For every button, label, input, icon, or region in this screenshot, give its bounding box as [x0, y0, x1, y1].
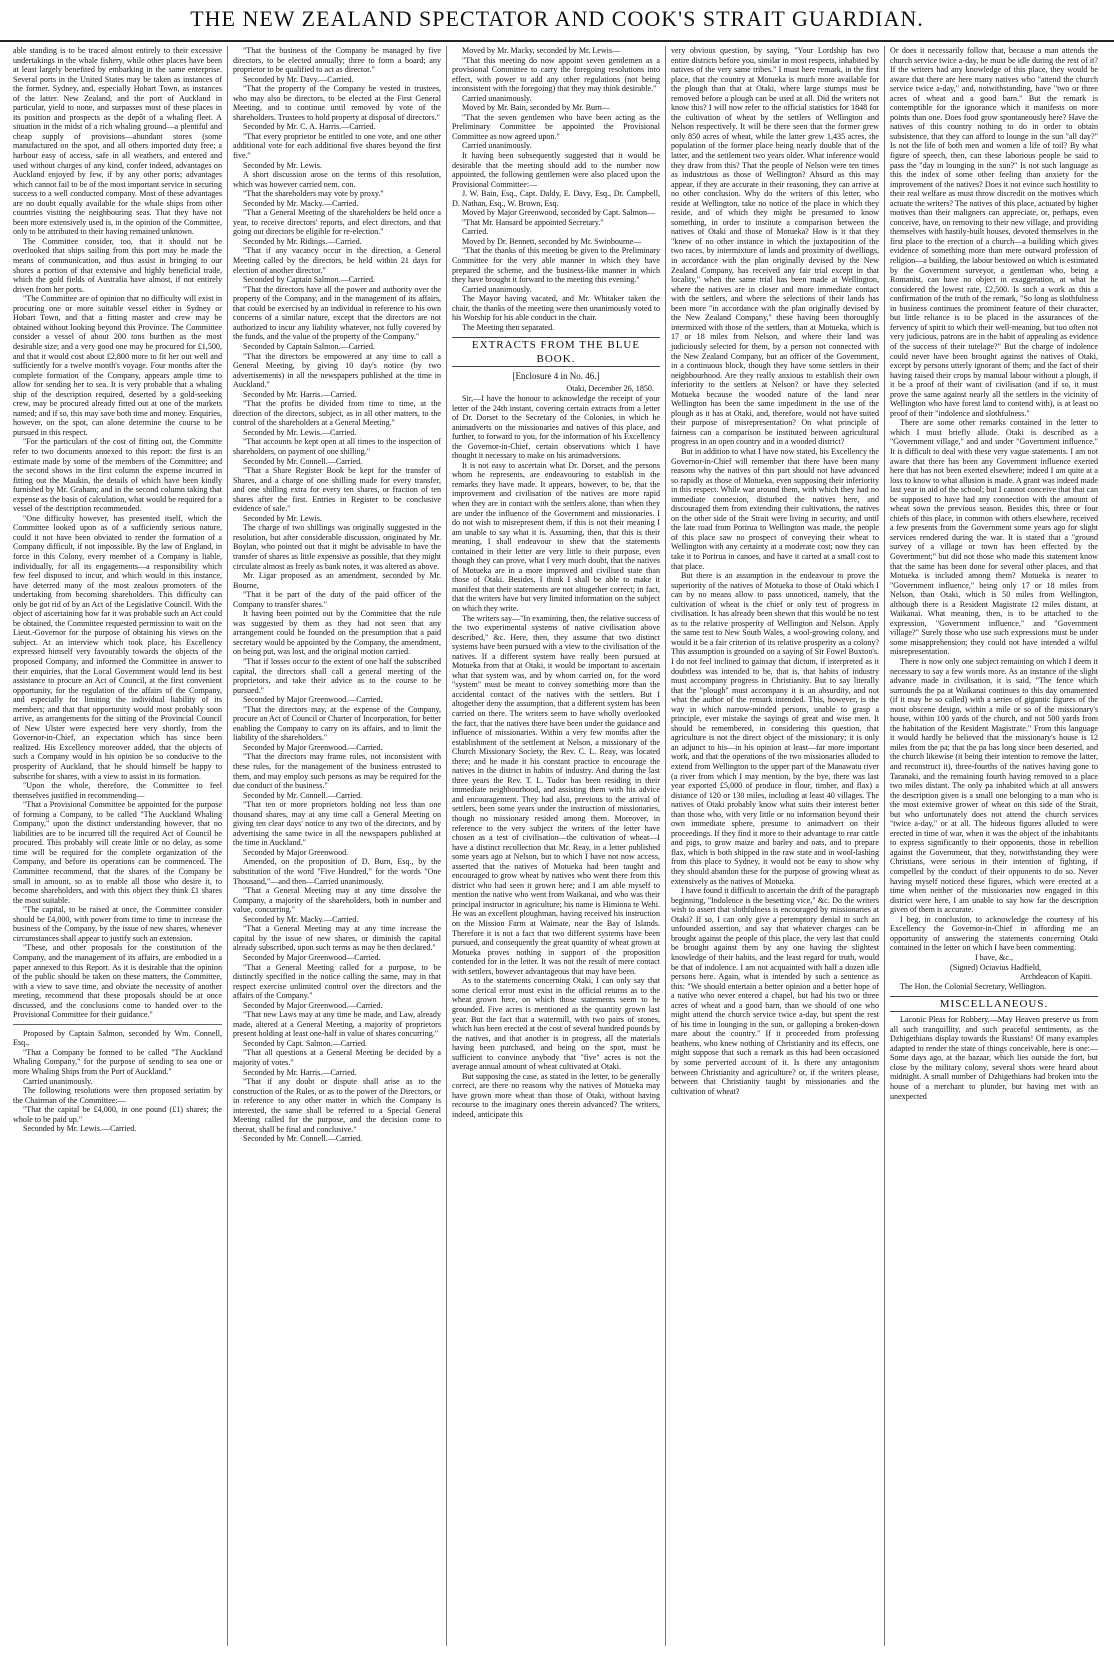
paragraph: "That the shareholders may vote by proxy."	[243, 189, 384, 199]
paragraph: But in addition to what I have now stated, his Excellency the Governor-in-Chief will remember that there have been many reasons why the natives of this part should not have advanced so rapidly as those of Motueka, even supposing their inferiority in this respect. While war around them, with which they had no immediate connexion, disturbed the natives here, and discouraged them from extending their cultivations, the natives on the other side of the Strait were living in security, and until the late road from Porirua to Wellington was made, the people of this place saw no prospect of conveying their wheat to Wellington with any certainty at a moderate cost; now they can take it to Porirua in canoes, and have it carted at a small cost to that place.	[671, 446, 879, 571]
paragraph: Seconded by Mr. Lewis.	[243, 513, 322, 523]
column-3	[446, 46, 665, 1646]
columns	[8, 46, 1106, 1646]
paragraph: The writers say—"In examining, then, the relative success of the two experimental systems of native civilisation above described," &c. Here, then, they assume that two distinct systems have been pursued with a view to the civilisation of the natives. If a different system have really been pursued at Motueka from that at Otaki, it would be important to ascertain what that system was, and by whom carried on, for the word "system" must be meant to convey something more than the accidental contact of the natives with the settlers. But I altogether deny the assumption, that a different system has been carried on there. The writers seem to have wholly overlooked the fact, that the natives there have been under the guidance and influence of missionaries. Within a very few months after the establishment of the settlement at Nelson, a missionary of the Church Missionary Society, the Rev. C. L. Reay, was located there; and he made it his constant practice to encourage the natives in the district in habits of industry. And during the last three years the Rev. T. L. Tudor has been residing in their immediate neighbourhood, and assisting them with his advice and encouragement. They had also, previous to the arrival of settlers, been some years under the instruction of missionaries, though no missionary resided among them. Moreover, in reference to the very subject the writers of the letter have chosen as a test of civilisation—the cultivation of wheat—I have a distinct recollection that Mr. Reay, in a letter published some years ago at Nelson, but to which I have not now access, asserted that the natives of Motueka had been taught and encouraged to grow wheat by natives who went there from this district who had seen it grown here; and I am able myself to mention the native who went from Waikanai, and who was their principal instructor in agriculture; his name is Himiona te Wehi. He was an excellent ploughman, having received his instruction on the Mission Farm at Waimate, near the Bay of Islands. Therefore it is not a fact that two different systems have been pursued, and consequently the great quantity of wheat grown at Motueka proves nothing in support of the proposition contended for in the letter. It was not the result of mere contact with settlers, however advantageous that may have been.	[452, 613, 660, 976]
paragraph: Mr. Ligar proposed as an amendment, seconded by Mr. Bourne,	[233, 571, 441, 590]
paragraph: Seconded by Mr. Lewis.—Carried.	[23, 1124, 137, 1134]
paragraph: "That the directors have all the power and authority over the property of the Company, and in the management of its affairs, that could be exercised by an individual in reference to his own concerns of a similar nature, except that the directors are not authorized to incur any liability whatever, not fully covered by the funds, and the value of the property of the Company."	[233, 284, 441, 342]
paragraph: "That a General Meeting may at any time increase the capital by the issue of new shares, or diminish the capital already subscribed, upon such terms as may be then declared."	[233, 924, 441, 953]
paragraph: "The Committee are of opinion that no difficulty will exist in procuring one or more suitable vessel either in Sydney or Hobart Town, and that a fitting master and crew may be obtained without looking beyond this Province. The Committee consider a vessel of about 200 tons burthen as the most desirable size; and a very good one may be procured for £1,500, and that it would cost about £2,800 more to fit her out well and sufficiently for a twelve month's voyage. Four months after the complete formation of the Company, appears ample time to allow for sending her to sea. It is very probable that a whaling ship of the description required, deserted by a gold-seeking crew, may be procured already fitted out at one of the markets named; and if so, this may save both time and money. Enquiries, however, on the spot, can alone determine the course to be pursued in this respect.	[13, 294, 222, 437]
paragraph: Seconded by Mr. Lewis.	[243, 160, 322, 170]
column-5	[884, 46, 1103, 1646]
paragraph: Amended, on the proposition of D. Burn, Esq., by the substitution of the word "Five Hundred," for the words "One Thousand,"—and then—Carried unanimously.	[233, 857, 441, 886]
paragraph: "That the seven gentlemen who have been acting as the Preliminary Committee be appointed the Provisional Committee as now agreed upon."	[452, 112, 660, 141]
paragraph: "That the property of the Company be vested in trustees, who may also be directors, to be elected at the First General Meeting, and to continue until removed by vote of the shareholders. Trustees to hold property at disposal of directors."	[233, 84, 441, 122]
section-heading: MISCELLANEOUS.	[890, 996, 1098, 1012]
paragraph: "That the profits be divided from time to time, at the direction of the directors, subject, as in all other matters, to the control of the shareholders at a General Meeting."	[233, 399, 441, 428]
paragraph: Or does it necessarily follow that, because a man attends the church service twice a-day, he must be idle during the rest of it? If the writers had any knowledge of this place, they would be aware that there are here many natives who "attend the church service twice a-day," and, notwithstanding, have "two or three acres of wheat and a good barn." But the remark is contemptible for the ignorance which it manifests on more points than one. Does food grow spontaneously here? Have the natives of this country nothing to do in order to obtain subsistence, that they can afford to lounge in the sun "all day?" Is not the life of both men and women a life of toil? By what figure of speech, then, can these laborious people be said to pass the "day in lounging in the sun?" Is not such language as this the index of some other feeling than anxiety for the improvement of the natives? Does it not evince such hostility to their real welfare as must throw discredit on the motives which actuate the writers? The natives of this place, actuated by higher motives than their maligners can appreciate, or, perhaps, even conceive, have, on removing to their new village, and providing themselves with hastily-built houses, devoted themselves in the first place to the erection of a church—a building which gives evidence of something more than mere outward profession of religion—a building, the labour bestowed on which is estimated by the Government surveyor, a gentleman who, being a Romanist, can have no object in exaggeration, at what he considered the lowest rate, £2,500. Is such a work as this a confirmation of the truth of the remark, "So long as slothfulness in business continues the prominent feature of their character, but little reliance is to be placed in the assurances of the fervency of spirit to which their well-meaning, but too often not very judicious, patrons are in the habit of appealing as evidence of the success of their tutelage?" But the charge of indolence could never have been brought against the natives of Otaki, except by persons utterly ignorant of them; and the fact of their having raised their crops by manual labour without a plough, if it be a proof of their want of civilisation (and if so, it must prove the same against nearly all the settlers in the vicinity of Wellington who have forest land to contend with), is at least no proof of their "indolence and slothfulness."	[890, 46, 1098, 418]
paragraph: "For the particulars of the cost of fitting out, the Committe refer to two documents annexed to this report: the first is an estimate made by some of the members of the Committee; and the second shows in the first column the expense incurred in fitting out the Maukin, the details of which have been kindly furnished by Mr. Graham; and in the second column taking that expense as the basis of calculation, what would be required for a vessel of the description recommended.	[13, 437, 223, 514]
paragraph: "That the business of the Company be managed by five directors, to be elected annually; three to form a board; any proprietor to be qualified to act as director."	[233, 46, 441, 75]
paragraph: "That all questions at a General Meeting be decided by a majority of votes."	[233, 1048, 441, 1067]
paragraph: There is now only one subject remaining on which I deem it necessary to say a few words more. As an instance of the slight advance made in civilisation, it is said, "The fence which surrounds the pa at Waikanai continues to this day ornamented (if it may be so called) with a series of gigantic figures of the most obscene design, within a mile or so of the missionary's house, within 100 yards of the church, and not 500 yards from the habitation of the Resident Magistrate." From this language it would hardly be believed that the missionary's house is 12 miles from the pa; that the pa has long since been deserted, and the church likewise (it being their intention to remove the latter, and reconstruct it), three-fourths of the natives having gone to Taranaki, and the remaining fourth having removed to a place two miles distant. The only pa inhabited which at all answers the description given is a small one belonging to a man who is the most extensive grower of wheat on this side of the Strait, but who unfortunately does not attend the church services "twice a-day," or at all. The hideous figures alluded to were erected in time of war, when it was the object of the inhabitants to express significantly to their opponents, those in rebellion against the Government, that they, notwithstanding they were Christians, were serious in their intention of fighting, if compelled by the conduct of their opponents to do so. Never having myself noticed these figures, which were erected at a time when neither of the missionaries now engaged in this district were here, I am unable to say how far the description given of them is accurate.	[890, 657, 1098, 915]
paragraph: The Committee consider, too, that it should not be overlooked that ships sailing from this port may be made the means of communication, and thus assist in bringing to our shores a portion of that extensive and highly beneficial trade, which the gold fields of Australia have almost, if not entirely driven from her ports.	[13, 236, 222, 294]
paragraph: Seconded by Capt. Salmon.—Carried.	[243, 1038, 368, 1048]
paragraph: Archdeacon of Kapiti.	[1019, 972, 1092, 982]
paragraph: Seconded by Mr. Lewis.—Carried.	[243, 427, 357, 437]
paragraph: I beg, in conclusion, to acknowledge the courtesy of his Excellency the Governor-in-Chief in affording me an opportunity of answering the statements concerning Otaki contained in the letter on which I have been commenting.	[890, 914, 1098, 953]
paragraph: (Signed) Octavius Hadfield,	[950, 962, 1042, 972]
paragraph: able standing is to be traced almost entirely to their excessive undertakings in the whale fishery, while other places have been at least largely benefited by embarking in the same enterprise. Several ports in the United States may be taken as instances of the former. Sydney, and, especially Hobart Town, as instances of the latter. New Zealand, and the port of Auckland in particular, yield to none, and surpasses most of these places in its position and prospects as the depôt of a whaling fleet. A situation in the midst of a rich whaling ground—a plentiful and cheap supply of provisions—abundant stores (some manufactured on the spot, and all others imported duty free; a harbour easy of access, safe in all weathers, and entered and used without charges of any kind, confer indeed, advantages on Auckland enjoyed by few, if by any other ports; advantages which cannot fail to be of the most important service in securing success to a well conducted company. Most of these advantages are no doubt equally available for the whale ships from other countries visiting the neighbouring seas. That they have not been more extensively used is, in the opinion of the Committee, only to be attributed to their having remained unknown.	[13, 46, 222, 237]
paragraph: The Meeting then separated.	[462, 322, 555, 332]
paragraph: very obvious question, by saying, "Your Lordship has two entire districts before you, similar in most respects, inhabited by natives of the very same tribes." I must here remark, in the first place, that the country at Motueka is much more available for the plough than that at Otaki, where large stumps must be removed before a plough can be used at all. Did the writers not know this? I will now refer to the official statistics for 1848 for the cultivation of wheat by the settlers of Wellington and Nelson respectively. It will be there seen that the former grew only 850 acres of wheat, while the latter grew 1,435 acres, the population of the former place being nearly double that of the latter, and the settlement two years older. What inference would they draw from this? That the people of Nelson were ten times as industrious as those of Wellington? Absurd as this may appear, if they are accurate in their reasoning, they can arrive at no other conclusion. Why do the writers of this letter, who reside at Wellington, take no notice of the place in which they reside, and of which they might be presumed to know something, in order to institute a comparison between the natives of Otaki and those of Motueka? How is it that they "knew of no other instance in which the juxtaposition of the two races, by intermixture of lands and proximity of dwellings, in accordance with the plan originally devised by the New Zealand Company, has received any fair trial except in that locality," when the same trial has been made at Wellington, where the natives are in closer and more immediate contact with the settlers, and where the selections of their lands has been more "in accordance with the plan originally devised by the New Zealand Company," these having been thoroughly intermixed with those of the settlers, than at Motueka, which is 17 or 18 miles from Nelson, and where their land was judiciously selected for them, by a person not connected with the New Zealand Company, but an officer of the Government, in a continuous block, though they have some settlers in their neighbourhood. Are they really anxious to establish their own inferiority to the settlers at Nelson? or have they selected Motueka because the wooded nature of the land near Wellington has been the same impediment in the use of the plough as it has at Otaki, and, therefore, would not have suited their purpose of misrepresentation? On what principle of fairness can a comparison be instituted between agricultural progress in an open country and in a wooded district?	[671, 46, 879, 447]
paragraph: "That a Provisional Committee be appointed for the purpose of forming a Company, to be called "The Auckland Whaling Company," upon the distinct understanding however, that no liabilities are to be incurred till the required Act of Council be procured. This probably will create little or no delay, as some time will be required for the complete organization of the Company, and before its operations can be commenced. The Committee recommend, that the shares of the Company be small in amount, so as to enable all those who desire it, to become shareholders, and with this object they think £1 shares the most suitable.	[13, 800, 222, 905]
paragraph: "That a General Meeting of the shareholders be held once a year, to receive directors' reports, and elect directors, and that going out directors be eligible for re-election."	[233, 208, 441, 237]
paragraph: Seconded by Captain Salmon.—Carried.	[243, 275, 375, 285]
paragraph: Seconded by Mr. Davy.—Carried.	[243, 74, 354, 84]
paragraph: The Mayor having vacated, and Mr. Whitaker taken the chair, the thanks of the meeting were then unanimously voted to his Worship for his able conduct in the chair.	[452, 294, 660, 323]
paragraph: "That a General Meeting may at any time dissolve the Company, a majority of the shareholders, both in number and value, concurring."	[233, 886, 441, 915]
paragraph: It having been pointed out by the Committee that the rule was suggested by them as they had not seen that any arrangement could be founded on the presumption that a paid secretary would be appointed by the Company, the amendment, on being put, was lost, and the original motion carried.	[233, 609, 441, 657]
paragraph: Moved by Dr. Bennett, seconded by Mr. Swinbourne—	[462, 236, 642, 246]
column-rule	[13, 1024, 222, 1025]
paragraph: As to the statements concerning Otaki, I can only say that some clerical error must exist in the official returns as to the wheat grown here, on which those statements seem to be grounded. Five acres is mentioned as the quantity grown last year. But the fact that a watermill, with two pairs of stones, which has been erected at the cost of several hundred pounds by the natives, and that another is in progress, all the materials having been purchased, and being on the spot, must be sufficient to convince anybody that "five" acres is not the average annual amount of wheat cultivated at Otaki.	[452, 976, 660, 1072]
paragraph: I have, &c.,	[975, 952, 1013, 962]
paragraph: Seconded by Major Greenwood.—Carried.	[243, 695, 383, 705]
paragraph: It is not easy to ascertain what Dr. Dorset, and the persons whom he represents, are endeavouring to establish in the remarks they have made. It appears, however, to be, that the improvement and civilisation of the natives are more rapid when they are in contact with the settlers alone, than when they are under the influence of the Government and missionaries. I do not wish to misrepresent them, if this is not their meaning I am unable to say what it is. Assuming, then, that this is their meaning, I shall endeavour to shew that the statements contained in their letter are very little to their purpose, even though they can prove, what I very much doubt, that the natives of Motueka are in a more improved and civilised state than those of Otaki. Besides, I think I shall be able to make it manifest that their statements are not altogether correct; in fact, that the writers have but very limited information on the subject on which they write.	[452, 460, 660, 613]
paragraph: "That if any vacancy occur in the direction, a General Meeting called by the directors, be held within 21 days for election of another director."	[233, 246, 441, 275]
paragraph: Carried unanimously.	[462, 141, 532, 151]
paragraph: "That ten or more proprietors holding not less than one thousand shares, may at any time call a General Meeting on giving ten clear days' notice to any two of the directors, and by advertising the same twice in all the newspapers published at the time in Auckland."	[233, 800, 441, 848]
paragraph: "That this meeting do now appoint seven gentlemen as a provisional Committee to carry the foregoing resolutions into effect, with power to add any other regulations (not being inconsistent with the foregoing) that they may think desirable."	[452, 55, 660, 94]
paragraph: Carried unanimously.	[23, 1076, 93, 1086]
paragraph: Otaki, December 26, 1850.	[566, 384, 654, 394]
paragraph: Laconic Pleas for Robbery.—May Heaven preserve us from all such tranquillity, and such peaceful sentiments, as the Dzhigethians display towards the Russians! Of many examples adapted to render the state of things conceivable, here is one:—Some days ago, at the bazaar, which lies outside the fort, but close by the military colony, several shots were heard about midnight. A small number of Dzhigethians had broken into the house of a merchant to plunder, but having met with an unexpected	[890, 1015, 1098, 1101]
paragraph: But there is an assumption in the endeavour to prove the superiority of the natives of Motueka to those of Otaki which I can by no means allow to pass unnoticed, namely, that the cultivation of wheat is the chief or only test of progress in civilisation. It has already been shewn that this would be no test as to the relative prosperity of Wellington and Nelson. Apply the same test to New South Wales, a wool-growing colony, and would it be a fair criterion of its relative prosperity as a colony? This assumption is grounded on a saying of Sir Fowel Buxton's. I do not feel inclined to gainsay that dictum, if interpreted as it doubtless was intended to be, that is, that habits of industry must accompany progress in Christianity. But to say literally that the "plough" must accompany it is an absurdity, and not what the author of the remark intended. This, however, is the way in which narrow-minded persons, unable to grasp a principle, ever mistake the sayings of great and wise men. It should be remembered, in considering this question, that agriculture is not the direct object of the missionary; it is only an adjunct to his—in his opinion at least—far more important work, and that the operations of the two missionaries alluded to extend from Wellington to the upper part of the Manawatu river (a river from which I may mention, by the bye, there was last year exported £5,000 of produce in flour, timber, and flax) a distance of 120 or 130 miles, including at least 40 villages. The natives of Otaki probably know what suits their interest better than those who, with very little or no information beyond their own immediate sphere, presume to animadvert on their proceedings. If they find it more to their advantage to rear cattle and pigs, to grow maize and barley and oats, and to prepare flax, which is both shipped in the raw state and in wool-lashing from this place to Sydney, it would not be easy to show why they should abandon these for the purpose of growing wheat as extensively as the natives of Motueka.	[671, 571, 879, 886]
paragraph: Seconded by Mr. Connell.—Carried.	[243, 456, 363, 466]
paragraph: I have found it difficult to ascertain the drift of the paragraph beginning, "Indolence is the besetting vice," &c. Do the writers wish to assert that slothfulness is encouraged by missionaries at Otaki? If so, I can only give a peremptory denial to such an unfounded assertion, and say that whatever charges can be brought against the people of this place, the very last that could be brought against them by any one having the slightest knowledge of their habits, and the least regard for truth, would be that of indolence. I am not acquainted with half a dozen idle persons here. Again, what is intended by such a sentence as this: "We should entertain a better opinion and a better hope of a native who never entered a chapel, but had his two or three acres of wheat and a good barn, than we should of one who might attend the church service twice a-day, but spent the rest of his time in lounging in the sun, or galloping a broken-down mare about the country." If it proceeded from professing heathens, who knew nothing of Christianity and its effects, one might suppose that such a remark as this had been occasioned by some perverted account of it. Is there any antagonism between Christianity and agriculture? or, if the writers please, between that Christianity taught by missionaries and the cultivation of wheat?	[671, 886, 879, 1096]
paragraph: Proposed by Captain Salmon, seconded by Wm. Connell, Esq.,	[13, 1028, 222, 1048]
paragraph: Seconded by Mr. Harris.—Carried.	[243, 1067, 357, 1077]
paragraph: Seconded by Mr. Macky.—Carried.	[243, 198, 359, 208]
paragraph: It having been subsequently suggested that it would be desirable that the meeting should add to the number now appointed, the following gentlemen were also placed upon the Provisional Committee:—	[452, 151, 660, 189]
paragraph: A short discussion arose on the terms of this resolution, which was however carried nem. con.	[233, 170, 441, 189]
paragraph: "That if losses occur to the extent of one half the subscribed capital, the directors shall call a general meeting of the proprietors, and take their advice as to the course to be pursued."	[233, 657, 441, 695]
paragraph: Seconded by Mr. Ridings.—Carried.	[243, 236, 362, 246]
paragraph: "These, and other proposals for the constitution of the Company, and the management of its affairs, are embodied in a paper annexed to this Report. As it is desirable that the opinion of the public should be taken on these matters, the Committee, with a view to save time, and obviate the necessity of another meeting, recommend that these proposals should be at once discussed, and the conclusions come to handed over to the Provisional Committee for their guidance."	[13, 943, 222, 1020]
paragraph: Seconded by Major Greenwood.—Carried.	[243, 742, 383, 752]
paragraph: Seconded by Major Greenwood—Carried.	[243, 952, 381, 962]
paragraph: "That accounts be kept open at all times to the inspection of shareholders, on payment of one shilling."	[233, 437, 441, 456]
paragraph: Seconded by Major Greenwood.	[243, 847, 349, 857]
paragraph: "Upon the whole, therefore, the Committee to feel themselves justified in recommending—	[13, 781, 222, 800]
paragraph: Moved by Major Greenwood, seconded by Capt. Salmon—	[462, 208, 656, 218]
paragraph: Moved by Mr. Macky, seconded by Mr. Lewis—	[462, 46, 621, 55]
newspaper-title: THE NEW ZEALAND SPECTATOR AND COOK'S STRAIT GUARDIAN.	[190, 6, 924, 31]
paragraph: "That the directors be empowered at any time to call a General Meeting, by giving 10 day's notice (by two advertisements) in all the newspapers published at the time in Auckland."	[233, 351, 441, 390]
paragraph: "That a Share Register Book be kept for the transfer of Shares, and a charge of one shilling made for every transfer, and one shilling extra for every ten shares, or fraction of ten shares after the first. Entries in Register to be conclusive evidence of sale."	[233, 466, 441, 514]
paragraph: Seconded by Mr. Harris.—Carried.	[243, 389, 357, 399]
paragraph: "One difficulty however, has presented itself, which the Committee looked upon as of a sufficiently serious nature, could it not have been obviated to render the formation of a Company difficult, if not impossible. By the law of England, in force in this Colony, every member of a Company is liable, individually, for all its engagements—a responsibility which few feel disposed to incur, and which would in this instance, have deterred many of the most zealous promoters of the undertaking from becoming shareholders. This difficulty can only be got rid of by an Act of the Legislative Council. With the object of ascertaining how far it was probable such an Act could be obtained, the Committee requested permission to wait on the Lieut.-Governor for the purpose of obtaining his views on the subject. At an interview which took place, his Excellency expressed himself very favourably towards the objects of the proposed Company, and informed the Committee in answer to their enquiries, that the Local Government would lend its best assistance to procure an Act of Council, at the first convenient opportunity, for the regulation of the affairs of the Company, and especially for limiting the individual liability of its members; and that that opportunity would most probably soon arrive, as arrangements for the sitting of the Provincial Council of New Ulster were expected here very shortly, from the Governor-in-Chief, an expectation which has since been realized. His Excellency moreover added, that the objects of such a Company would in his opinion be so conducive to the prosperity of Auckland, that he should himself be happy to subscribe for shares, with a view to assist in its formation.	[13, 513, 222, 781]
column-4	[665, 46, 884, 1646]
paragraph: "That if any doubt or dispute shall arise as to the construction of the Rules, or as to the power of the Directors, or in reference to any other matter in which the Company is interested, the same shall be referred to a Special General Meeting called for the purpose, and the decision come to thereat, shall be final and conclusive."	[233, 1077, 441, 1134]
paragraph: Seconded by Mr. Macky.—Carried.	[243, 914, 359, 924]
column-1	[8, 46, 227, 1646]
paragraph: But supposing the case, as stated in the letter, to be generally correct, are there no reasons why the natives of Motueka may have grown more wheat than those of Otaki, without having recourse to the imaginary ones therein advanced? The writers, indeed, anticipate this	[452, 1071, 660, 1119]
enclosure-label: [Enclosure 4 in No. 46.]	[512, 371, 600, 382]
paragraph: Seconded by Mr. C. A. Harris.—Carried.	[243, 122, 376, 132]
paragraph: "That Mr. Hansard be appointed Secretary."	[462, 217, 604, 227]
paragraph: Carried unanimously.	[462, 284, 532, 294]
paragraph: "That the thanks of this meeting be given to the Preliminary Committee for the very able manner in which they have prepared the scheme, and the business-like manner in which they have brought it forward to the meeting this evening."	[452, 246, 660, 285]
paragraph: "That a Company be formed to be called "The Auckland Whaling Company," for the purpose of sending to sea one or more Whaling Ships from the Port of Auckland."	[13, 1047, 222, 1076]
paragraph: The following resolutions were then proposed seriatim by the Chairman of the Committee:—	[13, 1086, 222, 1105]
paragraph: "That the capital be £4,000, in one pound (£1) shares; the whole to be paid up."	[13, 1105, 222, 1124]
paragraph: Carried.	[462, 227, 489, 237]
paragraph: "That the directors may, at the expense of the Company, procure an Act of Council or Charter of Incorporation, for better enabling the Company to carry on its affairs, and to limit the liability of the shareholders."	[233, 704, 441, 743]
paragraph: "The capital, to be raised at once, the Committee consider should be £4,000, with power from time to time to increase the business of the Company, by the issue of new shares, whenever circumstances shall appear to justify such an extension.	[13, 905, 222, 943]
paragraph: "That the directors may frame rules, not inconsistent with these rules, for the management of the business entrusted to them, and may employ such persons as may be required for the due conduct of the business."	[233, 752, 441, 791]
paragraph: "That every proprietor be entitled to one vote, and one other additional vote for each additional five shares beyond the first five."	[233, 131, 441, 161]
paragraph: There are some other remarks contained in the letter to which I must briefly allude. Otaki is described as a "Government village," and and under "Government influence." It is difficult to deal with these very vague statements. I am not aware that there has been any Government influence exerted here that has not been exerted elsewhere; indeed I am quite at a loss to know to what allusion is made. A grant was indeed made last year in aid of the school; but I cannot conceive that that can be supposed to have had any connection with the amount of wheat sown the previous season. Besides this, three or four chiefs of this place, in common with others elsewhere, received a few presents from the Government some years ago for slight services rendered during the war. It is stated that a "ground survey of a village or town has been effected by the Government;" but did not those who made this statement know that the same has been done for several other places, and that Motueka is included among them? Motueka is nearer to "Government influence," being only 17 or 18 miles from Nelson, than Otaki, which is 50 miles from Wellington, although there is a Resident Magistrate 12 miles distant, at Waikanai. What meaning, then, is to be attached to the expression, "Government influence," and "Government village?" Surely those who use such expressions must be under some misapprehension; they could not have intended a wilful misrepresentation.	[890, 418, 1098, 657]
column-2	[227, 46, 446, 1646]
paragraph: Seconded by Mr. Connell.—Carried.	[243, 1134, 363, 1144]
paragraph: The Hon. the Colonial Secretary, Wellington.	[900, 981, 1047, 991]
paragraph: Seconded by Captain Salmon.—Carried.	[243, 341, 375, 351]
paragraph: Seconded by Major Greenwood.—Carried.	[243, 1000, 383, 1010]
paragraph: "That a General Meeting called for a purpose, to be distinctly specified in the notice calling the same, may in that respect exercise unlimited control over the directors and the affairs of the Company."	[233, 962, 441, 1001]
section-heading: EXTRACTS FROM THE BLUE BOOK.	[452, 337, 660, 367]
paragraph: Seconded by Mr. Connell.—Carried.	[243, 790, 363, 800]
paragraph: The charge of two shillings was originally suggested in the resolution, but after considerable discussion, originated by Mr. Boylan, who pointed out that it might be advisable to have the transfer of shares as little expensive as possible, that they might circulate almost as freely as bank notes, it was altered as above.	[233, 523, 441, 571]
paragraph: "That new Laws may at any time be made, and Law, already made, altered at a General Meeting, a majority of proprietors present holding at least one-half in value of shares concurring."	[233, 1010, 441, 1039]
masthead	[0, 0, 1114, 42]
paragraph: Sir,—I have the honour to acknowledge the receipt of your letter of the 24th instant, covering certain extracts from a letter of Dr. Dorset to the Secretary of the Colonies, in which he animadverts on the missionaries and natives of this place, and further, to forward to you, for the information of his Excellency the Governor-in-Chief, certain observations which I have thought it necessary to make on his animadversions.	[452, 393, 660, 461]
paragraph: J. W. Bain, Esq., Capt. Daldy, E. Davy, Esq., Dr. Campbell, D. Nathan, Esq., W. Brown, Esq.	[452, 189, 660, 208]
paragraph: "That it be part of the duty of the paid officer of the Company to transfer shares."	[233, 590, 441, 609]
paragraph: Carried unanimously.	[462, 93, 532, 103]
paragraph: Moved by Mr. Bain, seconded by Mr. Burn—	[462, 103, 610, 113]
